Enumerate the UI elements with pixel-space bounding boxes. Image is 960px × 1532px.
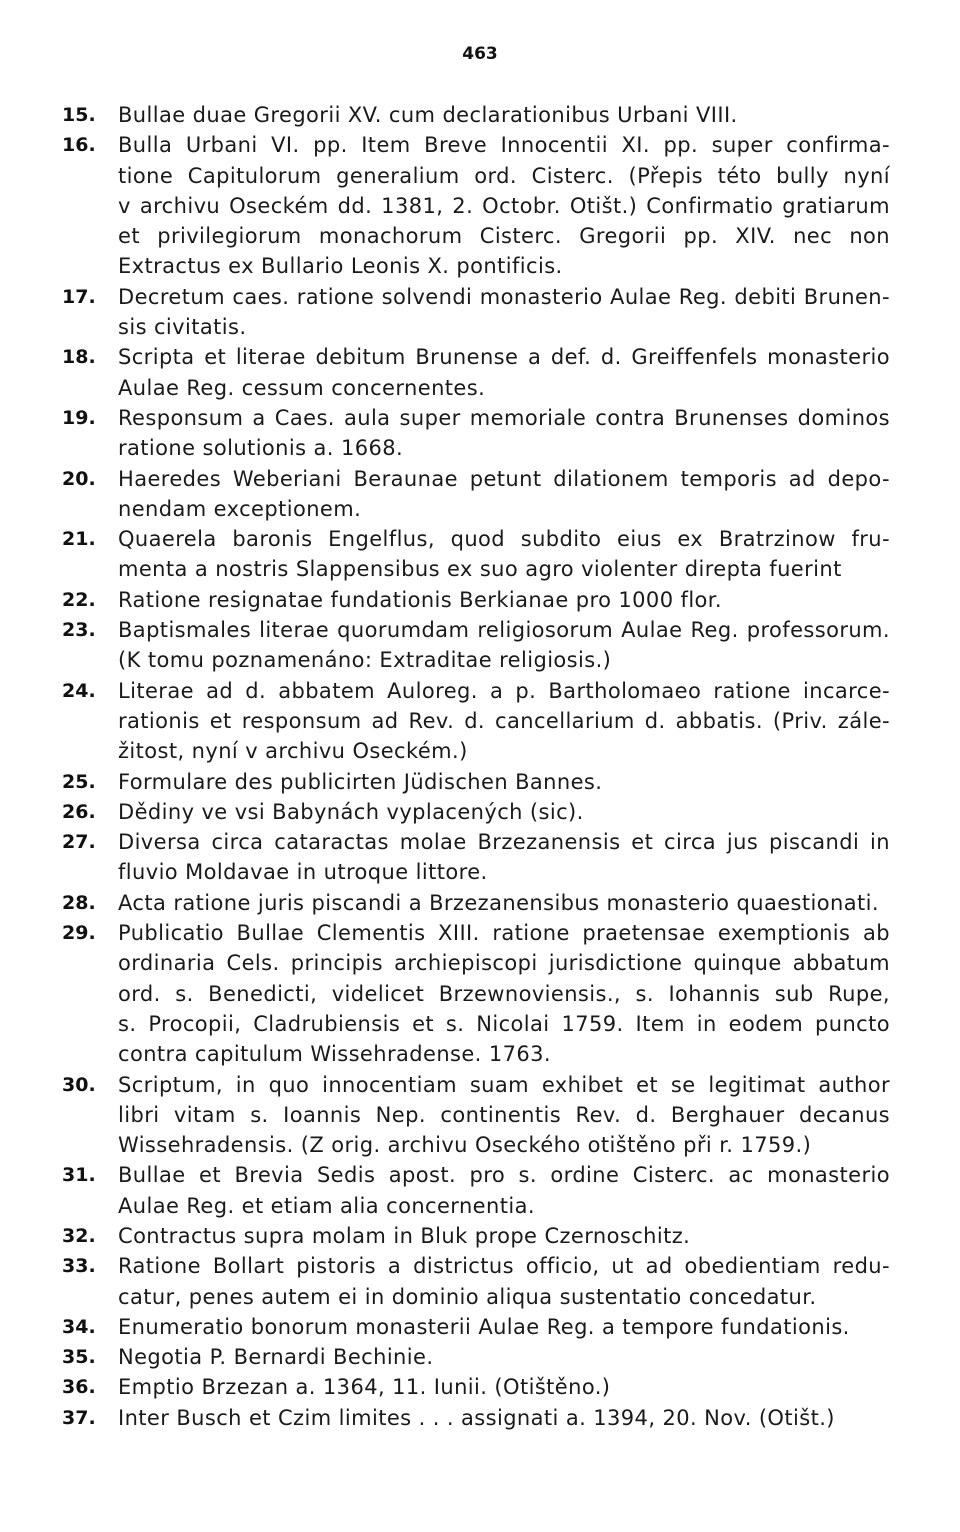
entry-number: 34. [62,1315,96,1338]
entry-text [118,1403,890,1433]
entry-number: 27. [62,831,96,854]
entry-text [118,1342,890,1372]
entry-text-line: Baptismales literae quorumdam religiosorum Aulae Reg. professorum. [118,618,890,643]
entry-text-line: ord. s. Benedicti, videlicet Brzewnoviensis., s. Iohannis sub Rupe, [118,981,890,1006]
entry-text-line: (K tomu poznamenáno: Extraditae religiosis.) [118,648,612,673]
entry-text-line: Enumeratio bonorum monasterii Aulae Reg. a tempore fundationis. [118,1314,850,1339]
list-item [62,676,890,767]
entry-text-line: Bullae et Brevia Sedis apost. pro s. ordine Cisterc. ac monasterio [118,1163,890,1188]
list-item [62,130,890,281]
entry-text-line: nendam exceptionem. [118,496,362,521]
list-item [62,1070,890,1161]
entry-text-line: Scripta et literae debitum Brunense a def. d. Greiffenfels monasterio [118,345,890,370]
entry-text [118,888,890,918]
entry-text-line: Decretum caes. ratione solvendi monasterio Aulae Reg. debiti Brunen- [118,284,890,309]
entry-text-line: Aulae Reg. et etiam alia concernentia. [118,1193,535,1218]
entry-number: 28. [62,891,96,914]
entry-text-line: Formulare des publicirten Jüdischen Bannes. [118,769,603,794]
entry-text-line: fluvio Moldavae in utroque littore. [118,860,488,885]
list-item [62,342,890,403]
list-item [62,464,890,525]
entry-number: 19. [62,406,96,429]
list-item [62,1160,890,1221]
entry-list [62,100,890,1433]
entry-text-line: Responsum a Caes. aula super memoriale contra Brunenses dominos [118,405,890,430]
entry-text-line: Quaerela baronis Engelflus, quod subdito eius ex Bratrzinow fru- [118,527,890,552]
entry-number: 29. [62,922,96,945]
entry-text-line: sis civitatis. [118,315,247,340]
entry-number: 26. [62,800,96,823]
entry-number: 25. [62,770,96,793]
entry-text-line: Extractus ex Bullario Leonis X. pontificis. [118,254,563,279]
entry-number: 37. [62,1406,96,1429]
list-item [62,1403,890,1433]
entry-text-line: Contractus supra molam in Bluk prope Czernoschitz. [118,1223,691,1248]
entry-number: 16. [62,134,96,157]
entry-text [118,1251,890,1312]
entry-text-line: menta a nostris Slappensibus ex suo agro violenter direpta fuerint [118,557,842,582]
entry-text [118,1372,890,1402]
entry-text-line: et privilegiorum monachorum Cisterc. Gregorii pp. XIV. nec non [118,224,890,249]
entry-text-line: Dědiny ve vsi Babynách vyplacených (sic). [118,799,584,824]
entry-text-line: Bulla Urbani VI. pp. Item Breve Innocentii XI. pp. super confirma- [118,133,890,158]
list-item [62,827,890,888]
list-item [62,1221,890,1251]
entry-text-line: Acta ratione juris piscandi a Brzezanensibus monasterio quaestionati. [118,890,879,915]
entry-text [118,767,890,797]
entry-text-line: Ratione resignatae fundationis Berkianae pro 1000 flor. [118,587,722,612]
entry-text-line: Negotia P. Bernardi Bechinie. [118,1345,434,1370]
entry-text-line: Diversa circa cataractas molae Brzezanensis et circa jus piscandi in [118,830,890,855]
entry-text-line: tione Capitulorum generalium ord. Cisterc. (Přepis této bully nyní [118,163,890,188]
list-item [62,100,890,130]
entry-number: 18. [62,346,96,369]
entry-text-line: v archivu Oseckém dd. 1381, 2. Octobr. Otišt.) Confirmatio gratiarum [118,193,890,218]
entry-text-line: Inter Busch et Czim limites . . . assignati a. 1394, 20. Nov. (Otišt.) [118,1405,835,1430]
list-item [62,767,890,797]
entry-number: 22. [62,588,96,611]
entry-text-line: Wissehradensis. (Z orig. archivu Oseckého otištěno při r. 1759.) [118,1133,812,1158]
entry-number: 21. [62,528,96,551]
entry-text-line: Emptio Brzezan a. 1364, 11. Iunii. (Otištěno.) [118,1375,611,1400]
entry-text [118,585,890,615]
entry-text [118,342,890,403]
entry-text-line: catur, penes autem ei in dominio aliqua sustentatio concedatur. [118,1284,817,1309]
entry-text-line: ordinaria Cels. principis archiepiscopi jurisdictione quinque abbatum [118,951,890,976]
entry-text-line: Ratione Bollart pistoris a districtus officio, ut ad obedientiam redu- [118,1254,890,1279]
entry-text-line: Aulae Reg. cessum concernentes. [118,375,486,400]
entry-number: 31. [62,1164,96,1187]
entry-text [118,676,890,767]
list-item [62,797,890,827]
entry-text [118,282,890,343]
entry-text [118,1160,890,1221]
entry-text [118,918,890,1069]
entry-number: 36. [62,1376,96,1399]
entry-number: 20. [62,467,96,490]
list-item [62,585,890,615]
entry-text [118,1070,890,1161]
entry-text-line: Literae ad d. abbatem Auloreg. a p. Bartholomaeo ratione incarce- [118,678,890,703]
entry-number: 24. [62,679,96,702]
entry-number: 17. [62,285,96,308]
list-item [62,615,890,676]
list-item [62,918,890,1069]
entry-text [118,403,890,464]
page-number: 463 [462,44,498,64]
list-item [62,1312,890,1342]
list-item [62,1251,890,1312]
entry-text [118,797,890,827]
list-item [62,1372,890,1402]
list-item [62,282,890,343]
list-item [62,524,890,585]
entry-text [118,1221,890,1251]
entry-text [118,1312,890,1342]
list-item [62,403,890,464]
entry-text-line: žitost, nyní v archivu Oseckém.) [118,739,468,764]
entry-text-line: Bullae duae Gregorii XV. cum declarationibus Urbani VIII. [118,103,738,127]
entry-number: 30. [62,1073,96,1096]
entry-text [118,524,890,585]
entry-text [118,130,890,281]
entry-text-line: contra capitulum Wissehradense. 1763. [118,1042,551,1067]
entry-text-line: Haeredes Weberiani Beraunae petunt dilationem temporis ad depo- [118,466,890,491]
entry-text-line: ratione solutionis a. 1668. [118,436,404,461]
entry-text-line: s. Procopii, Cladrubiensis et s. Nicolai 1759. Item in eodem puncto [118,1011,890,1036]
entry-number: 32. [62,1224,96,1247]
entry-text [118,100,890,130]
entry-text [118,827,890,888]
entry-text-line: Publicatio Bullae Clementis XIII. ratione praetensae exemptionis ab [118,921,890,946]
entry-number: 23. [62,619,96,642]
entry-text-line: Scriptum, in quo innocentiam suam exhibet et se legitimat author [118,1072,890,1097]
entry-text [118,615,890,676]
list-item [62,1342,890,1372]
list-item [62,888,890,918]
entry-number: 15. [62,104,96,126]
entry-text-line: rationis et responsum ad Rev. d. cancellarium d. abbatis. (Priv. zále- [118,708,890,733]
entry-number: 33. [62,1255,96,1278]
entry-text [118,464,890,525]
entry-text-line: libri vitam s. Ioannis Nep. continentis Rev. d. Berghauer decanus [118,1102,890,1127]
entry-number: 35. [62,1346,96,1369]
